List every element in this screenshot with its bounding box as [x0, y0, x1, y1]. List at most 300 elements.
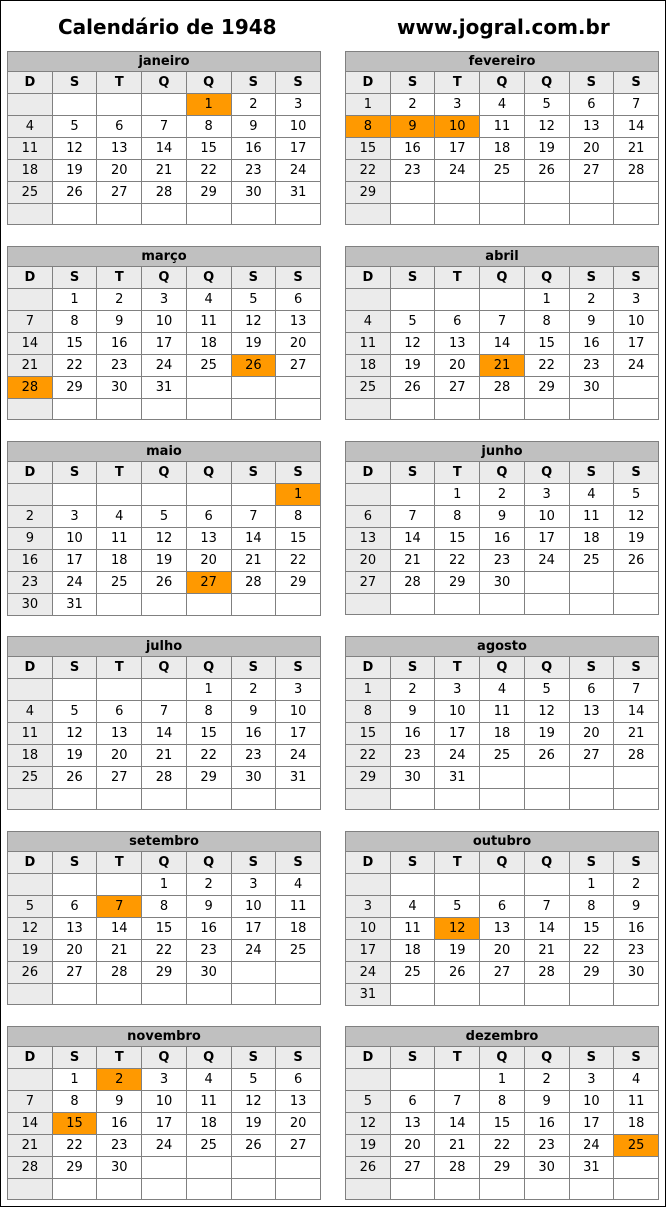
day-cell: 13	[480, 918, 525, 940]
day-cell: 11	[346, 333, 391, 355]
day-cell: 21	[8, 1135, 53, 1157]
day-cell: 6	[346, 506, 391, 528]
day-cell: 6	[276, 289, 321, 311]
week-row	[8, 1069, 321, 1091]
week-row	[8, 484, 321, 506]
week-row	[8, 377, 321, 399]
day-cell: 6	[569, 679, 614, 701]
day-cell: 9	[390, 116, 435, 138]
day-cell: 29	[276, 572, 321, 594]
day-cell	[435, 1069, 480, 1091]
month-5	[7, 441, 321, 616]
day-cell: 17	[569, 1113, 614, 1135]
day-cell: 12	[524, 701, 569, 723]
day-cell	[390, 1179, 435, 1200]
day-cell: 28	[231, 572, 276, 594]
day-cell	[480, 204, 525, 225]
day-cell	[8, 789, 53, 810]
day-cell: 7	[435, 1091, 480, 1113]
week-row	[8, 289, 321, 311]
weekday-header: S	[569, 462, 614, 484]
day-cell	[276, 962, 321, 984]
weekday-header: S	[231, 462, 276, 484]
day-cell: 4	[480, 679, 525, 701]
day-cell	[97, 94, 142, 116]
day-cell: 9	[231, 701, 276, 723]
day-cell: 29	[435, 572, 480, 594]
day-cell: 25	[8, 182, 53, 204]
day-cell	[614, 767, 659, 789]
week-row	[8, 594, 321, 616]
day-cell	[231, 984, 276, 1005]
day-cell: 9	[186, 896, 231, 918]
day-cell	[480, 767, 525, 789]
day-cell: 10	[614, 311, 659, 333]
day-cell: 12	[524, 116, 569, 138]
week-row	[346, 204, 659, 225]
day-cell: 23	[614, 940, 659, 962]
day-cell: 8	[186, 116, 231, 138]
month-name: outubro	[346, 832, 659, 852]
day-cell	[346, 289, 391, 311]
day-cell: 24	[524, 550, 569, 572]
day-cell: 19	[390, 355, 435, 377]
day-cell: 27	[276, 355, 321, 377]
day-cell: 2	[186, 874, 231, 896]
month-8	[345, 636, 659, 810]
day-cell: 10	[52, 528, 97, 550]
day-cell: 19	[346, 1135, 391, 1157]
week-row	[346, 1157, 659, 1179]
day-cell	[142, 789, 187, 810]
weekday-header: Q	[524, 852, 569, 874]
day-cell: 26	[614, 550, 659, 572]
day-cell	[52, 204, 97, 225]
day-cell: 27	[435, 377, 480, 399]
day-cell: 30	[97, 1157, 142, 1179]
day-cell	[435, 182, 480, 204]
day-cell	[614, 594, 659, 615]
day-cell	[52, 984, 97, 1005]
week-row	[346, 962, 659, 984]
day-cell: 29	[186, 182, 231, 204]
day-cell: 11	[569, 506, 614, 528]
day-cell: 21	[142, 160, 187, 182]
week-row	[8, 116, 321, 138]
day-cell: 8	[52, 311, 97, 333]
weekday-header: T	[435, 657, 480, 679]
weekday-header: T	[97, 1047, 142, 1069]
month-name: dezembro	[346, 1027, 659, 1047]
weekday-header: Q	[480, 852, 525, 874]
week-row	[8, 550, 321, 572]
day-cell: 11	[8, 723, 53, 745]
day-cell: 17	[435, 138, 480, 160]
weekday-header: S	[52, 72, 97, 94]
weekday-header: T	[435, 1047, 480, 1069]
day-cell: 16	[186, 918, 231, 940]
day-cell	[569, 1179, 614, 1200]
day-cell	[569, 984, 614, 1006]
weekday-header: D	[346, 267, 391, 289]
week-row	[346, 399, 659, 420]
day-cell	[97, 789, 142, 810]
weekday-header: Q	[480, 462, 525, 484]
day-cell: 8	[524, 311, 569, 333]
day-cell: 9	[8, 528, 53, 550]
day-cell	[569, 767, 614, 789]
day-cell	[524, 789, 569, 810]
day-cell	[524, 399, 569, 420]
day-cell: 30	[231, 767, 276, 789]
weekday-header: S	[276, 462, 321, 484]
day-cell: 16	[569, 333, 614, 355]
day-cell: 5	[8, 896, 53, 918]
day-cell: 12	[614, 506, 659, 528]
day-cell: 18	[569, 528, 614, 550]
day-cell: 22	[524, 355, 569, 377]
day-cell	[186, 484, 231, 506]
day-cell	[480, 399, 525, 420]
day-cell: 25	[390, 962, 435, 984]
day-cell: 8	[480, 1091, 525, 1113]
day-cell	[231, 399, 276, 420]
day-cell: 13	[276, 1091, 321, 1113]
day-cell: 6	[435, 311, 480, 333]
day-cell: 22	[52, 1135, 97, 1157]
day-cell	[97, 204, 142, 225]
day-cell: 29	[346, 182, 391, 204]
day-cell	[231, 204, 276, 225]
day-cell: 5	[346, 1091, 391, 1113]
day-cell: 17	[142, 333, 187, 355]
day-cell: 26	[52, 767, 97, 789]
weekday-header: S	[231, 1047, 276, 1069]
day-cell: 20	[569, 723, 614, 745]
day-cell	[480, 874, 525, 896]
day-cell: 21	[435, 1135, 480, 1157]
day-cell: 19	[524, 138, 569, 160]
day-cell	[480, 289, 525, 311]
day-cell: 20	[276, 333, 321, 355]
day-cell: 14	[614, 116, 659, 138]
day-cell: 30	[524, 1157, 569, 1179]
day-cell: 20	[52, 940, 97, 962]
day-cell: 2	[97, 1069, 142, 1091]
week-row	[346, 572, 659, 594]
day-cell	[142, 679, 187, 701]
day-cell: 18	[390, 940, 435, 962]
week-row	[346, 377, 659, 399]
day-cell	[186, 984, 231, 1005]
day-cell	[276, 377, 321, 399]
day-cell: 19	[52, 745, 97, 767]
day-cell: 13	[435, 333, 480, 355]
day-cell	[480, 182, 525, 204]
day-cell	[276, 1157, 321, 1179]
month-6	[345, 441, 659, 615]
week-row	[346, 160, 659, 182]
day-cell: 17	[142, 1113, 187, 1135]
weekday-header: D	[346, 657, 391, 679]
week-row	[8, 204, 321, 225]
day-cell	[276, 984, 321, 1005]
month-name: junho	[346, 442, 659, 462]
day-cell	[231, 962, 276, 984]
day-cell	[346, 484, 391, 506]
day-cell: 23	[97, 355, 142, 377]
weekday-header: S	[614, 657, 659, 679]
day-cell: 15	[346, 138, 391, 160]
weekday-header: S	[614, 462, 659, 484]
day-cell	[435, 1179, 480, 1200]
day-cell: 18	[186, 1113, 231, 1135]
day-cell: 25	[97, 572, 142, 594]
day-cell: 28	[480, 377, 525, 399]
day-cell: 27	[97, 767, 142, 789]
day-cell: 22	[569, 940, 614, 962]
day-cell	[524, 767, 569, 789]
day-cell	[524, 1179, 569, 1200]
day-cell: 6	[390, 1091, 435, 1113]
page-header	[1, 1, 665, 49]
day-cell: 2	[569, 289, 614, 311]
day-cell: 9	[231, 116, 276, 138]
day-cell	[614, 1179, 659, 1200]
weekday-header: S	[52, 852, 97, 874]
day-cell: 20	[346, 550, 391, 572]
week-row	[346, 767, 659, 789]
weekday-header: Q	[524, 72, 569, 94]
day-cell: 1	[524, 289, 569, 311]
week-row	[346, 311, 659, 333]
day-cell: 26	[390, 377, 435, 399]
day-cell: 7	[231, 506, 276, 528]
day-cell: 25	[569, 550, 614, 572]
day-cell: 7	[142, 116, 187, 138]
week-row	[346, 745, 659, 767]
day-cell: 5	[52, 116, 97, 138]
day-cell: 21	[97, 940, 142, 962]
day-cell	[186, 594, 231, 616]
month-10	[345, 831, 659, 1006]
day-cell: 28	[614, 160, 659, 182]
weekday-header: Q	[142, 657, 187, 679]
week-row	[346, 918, 659, 940]
day-cell: 15	[142, 918, 187, 940]
day-cell: 8	[346, 116, 391, 138]
day-cell: 6	[186, 506, 231, 528]
day-cell: 4	[390, 896, 435, 918]
weekday-header: Q	[480, 657, 525, 679]
day-cell: 30	[231, 182, 276, 204]
day-cell	[97, 484, 142, 506]
day-cell: 3	[614, 289, 659, 311]
day-cell: 6	[569, 94, 614, 116]
week-row	[346, 940, 659, 962]
day-cell: 18	[346, 355, 391, 377]
day-cell: 22	[276, 550, 321, 572]
weekday-header: Q	[142, 267, 187, 289]
weekday-header: T	[97, 462, 142, 484]
month-name: março	[8, 247, 321, 267]
weekday-header: S	[390, 267, 435, 289]
day-cell: 20	[480, 940, 525, 962]
day-cell	[8, 399, 53, 420]
day-cell	[97, 984, 142, 1005]
weekday-header: D	[346, 852, 391, 874]
week-row	[8, 984, 321, 1005]
weekday-header: S	[614, 1047, 659, 1069]
day-cell: 29	[186, 767, 231, 789]
day-cell: 25	[8, 767, 53, 789]
weekday-header: S	[614, 852, 659, 874]
day-cell: 3	[524, 484, 569, 506]
week-row	[346, 1113, 659, 1135]
week-row	[8, 1179, 321, 1200]
day-cell: 10	[569, 1091, 614, 1113]
day-cell	[276, 789, 321, 810]
weekday-header: S	[231, 852, 276, 874]
weekday-header: D	[8, 1047, 53, 1069]
day-cell: 28	[390, 572, 435, 594]
day-cell: 15	[435, 528, 480, 550]
day-cell: 17	[435, 723, 480, 745]
day-cell	[435, 984, 480, 1006]
day-cell	[142, 399, 187, 420]
day-cell: 27	[390, 1157, 435, 1179]
day-cell: 12	[390, 333, 435, 355]
day-cell	[480, 1179, 525, 1200]
day-cell: 26	[231, 1135, 276, 1157]
day-cell	[276, 399, 321, 420]
day-cell: 12	[142, 528, 187, 550]
week-row	[346, 984, 659, 1006]
week-row	[8, 874, 321, 896]
weekday-header: T	[97, 72, 142, 94]
day-cell: 7	[390, 506, 435, 528]
day-cell: 31	[276, 182, 321, 204]
day-cell: 10	[142, 1091, 187, 1113]
day-cell: 24	[435, 160, 480, 182]
day-cell	[524, 984, 569, 1006]
day-cell: 7	[8, 311, 53, 333]
day-cell: 4	[276, 874, 321, 896]
day-cell: 1	[186, 94, 231, 116]
day-cell: 9	[97, 1091, 142, 1113]
day-cell: 12	[52, 723, 97, 745]
weekday-header: D	[8, 267, 53, 289]
day-cell: 21	[142, 745, 187, 767]
day-cell	[8, 1069, 53, 1091]
weekday-header: D	[8, 657, 53, 679]
day-cell: 12	[435, 918, 480, 940]
day-cell: 30	[97, 377, 142, 399]
day-cell: 13	[97, 723, 142, 745]
day-cell: 4	[186, 1069, 231, 1091]
day-cell: 2	[524, 1069, 569, 1091]
day-cell	[8, 289, 53, 311]
day-cell: 16	[231, 138, 276, 160]
day-cell: 18	[8, 745, 53, 767]
day-cell: 22	[52, 355, 97, 377]
week-row	[346, 506, 659, 528]
day-cell	[614, 377, 659, 399]
day-cell: 20	[276, 1113, 321, 1135]
day-cell: 30	[480, 572, 525, 594]
day-cell: 2	[231, 679, 276, 701]
month-7	[7, 636, 321, 810]
day-cell	[231, 377, 276, 399]
day-cell	[390, 874, 435, 896]
month-name: fevereiro	[346, 52, 659, 72]
day-cell: 25	[614, 1135, 659, 1157]
week-row	[346, 789, 659, 810]
weekday-header: S	[231, 657, 276, 679]
day-cell	[142, 484, 187, 506]
day-cell: 15	[186, 723, 231, 745]
weekday-header: T	[435, 462, 480, 484]
day-cell	[614, 204, 659, 225]
day-cell: 25	[346, 377, 391, 399]
day-cell: 22	[142, 940, 187, 962]
day-cell	[435, 594, 480, 615]
day-cell: 3	[52, 506, 97, 528]
week-row	[8, 94, 321, 116]
day-cell	[142, 204, 187, 225]
month-9	[7, 831, 321, 1005]
weekday-header: S	[231, 72, 276, 94]
day-cell: 6	[52, 896, 97, 918]
day-cell	[435, 289, 480, 311]
day-cell: 21	[480, 355, 525, 377]
day-cell: 7	[524, 896, 569, 918]
day-cell	[346, 1069, 391, 1091]
day-cell: 19	[142, 550, 187, 572]
day-cell	[8, 94, 53, 116]
week-row	[8, 1113, 321, 1135]
day-cell: 18	[97, 550, 142, 572]
weekday-header: T	[435, 267, 480, 289]
week-row	[8, 767, 321, 789]
weekday-header: S	[569, 852, 614, 874]
day-cell	[346, 594, 391, 615]
day-cell: 22	[186, 160, 231, 182]
day-cell: 10	[276, 116, 321, 138]
day-cell: 16	[390, 138, 435, 160]
week-row	[8, 962, 321, 984]
week-row	[8, 355, 321, 377]
day-cell: 31	[52, 594, 97, 616]
weekday-header: S	[231, 267, 276, 289]
week-row	[8, 1135, 321, 1157]
day-cell: 1	[346, 679, 391, 701]
weekday-header: Q	[142, 1047, 187, 1069]
weekday-header: S	[390, 1047, 435, 1069]
week-row	[8, 940, 321, 962]
day-cell	[346, 399, 391, 420]
day-cell	[524, 572, 569, 594]
day-cell: 15	[524, 333, 569, 355]
week-row	[8, 506, 321, 528]
week-row	[8, 160, 321, 182]
day-cell: 13	[390, 1113, 435, 1135]
day-cell: 7	[614, 94, 659, 116]
day-cell: 2	[390, 94, 435, 116]
day-cell: 25	[186, 355, 231, 377]
day-cell: 4	[346, 311, 391, 333]
day-cell	[97, 594, 142, 616]
